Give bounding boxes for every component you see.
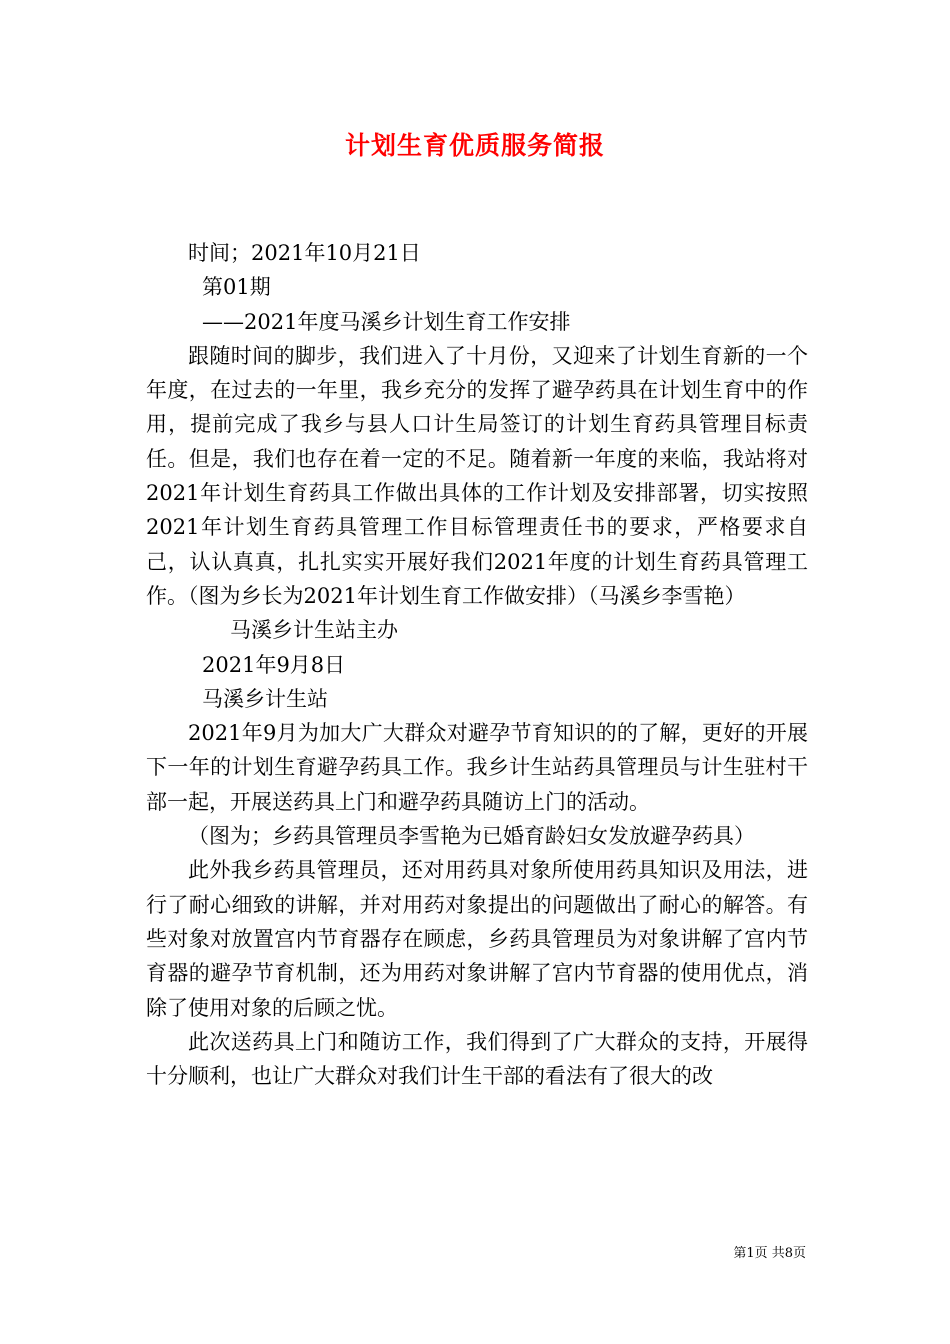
page-footer: 第1页 共8页 — [733, 1246, 806, 1261]
station-name: 马溪乡计生站 — [202, 686, 328, 711]
paragraph: 跟随时间的脚步，我们进入了十月份，又迎来了计划生育新的一个年度，在过去的一年里，我乡充分的发挥了避孕药具在计划生育中的作用，提前完成了我乡与县人口计生局签订的计划生育药具管理目标责任。但是，我们也存在着一定的不足。随着新一年度的来临，我站将对2021年计划生育药具工作做出具体的工作计划及安排部署，切实按照2021年计划生育药具管理工作目标管理责任书的要求，严格要求自己，认认真真，扎扎实实开展好我们2021年度的计划生育药具管理工作。（图为乡长为2021年计划生育工作做安排）（马溪乡李雪艳） — [146, 343, 808, 608]
sponsor: 马溪乡计生站主办 — [230, 618, 398, 643]
document-title: 计划生育优质服务简报 — [344, 131, 605, 160]
issue-number: 第01期 — [202, 275, 271, 300]
subtitle: ——2021年度马溪乡计划生育工作安排 — [202, 309, 571, 334]
paragraph: 此外我乡药具管理员，还对用药具对象所使用药具知识及用法，进行了耐心细致的讲解，并对用药对象提出的问题做出了耐心的解答。有些对象对放置宫内节育器存在顾虑，乡药具管理员为对象讲解了宫内节育器的避孕节育机制，还为用药对象讲解了宫内节育器的使用优点，消除了使用对象的后顾之忧。 — [146, 858, 808, 1020]
paragraph: 此次送药具上门和随访工作，我们得到了广大群众的支持，开展得十分顺利，也让广大群众对我们计生干部的看法有了很大的改 — [146, 1029, 808, 1089]
date-line: 2021年9月8日 — [202, 652, 346, 677]
photo-caption: （图为；乡药具管理员李雪艳为已婚育龄妇女发放避孕药具） — [188, 824, 755, 849]
time-line: 时间；2021年10月21日 — [188, 241, 421, 265]
document-body — [146, 236, 808, 1093]
paragraph: 2021年9月为加大广大群众对避孕节育知识的的了解，更好的开展下一年的计划生育避孕药具工作。我乡计生站药具管理员与计生驻村干部一起，开展送药具上门和避孕药具随访上门的活动。 — [146, 721, 808, 814]
